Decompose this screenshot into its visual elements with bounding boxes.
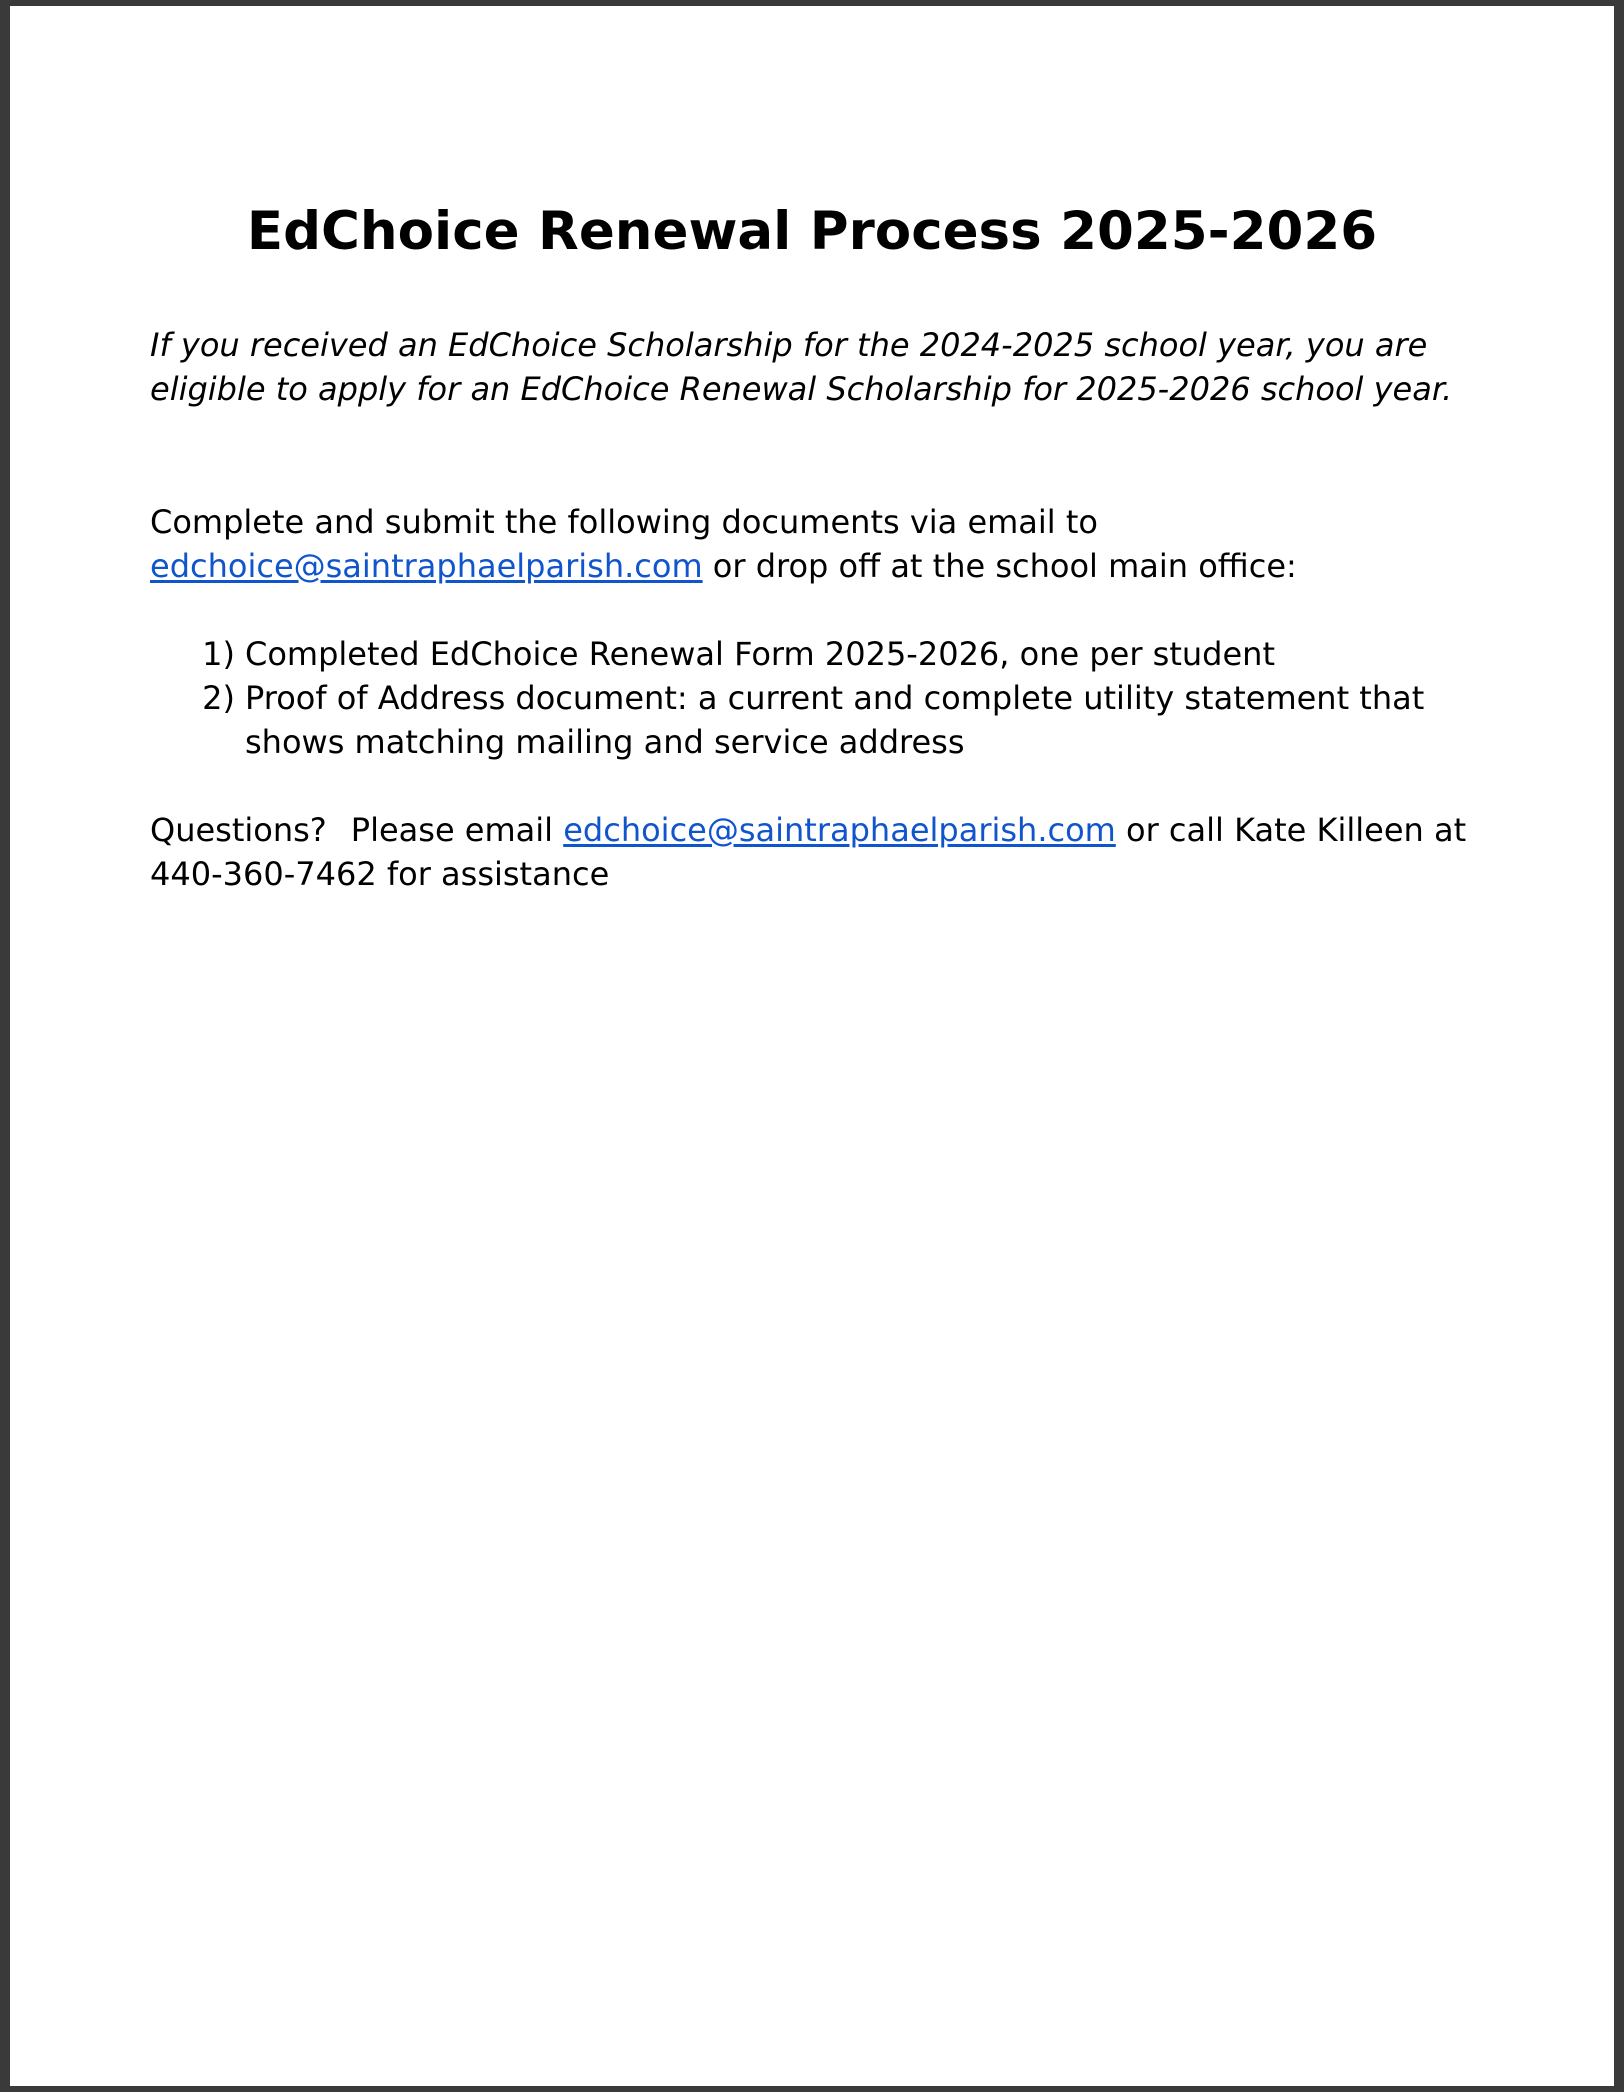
intro-line-1: If you received an EdChoice Scholarship for the 2024-2025 school year, you are — [150, 326, 1428, 364]
intro-line-2: eligible to apply for an EdChoice Renewal Scholarship for 2025-2026 school year. — [150, 370, 1453, 408]
questions-post: or call Kate Killeen at — [1115, 811, 1467, 849]
list-item-line-2: shows matching mailing and service address — [245, 723, 965, 761]
instructions-paragraph — [150, 500, 1490, 588]
page-title: EdChoice Renewal Process 2025-2026 — [246, 201, 1378, 262]
list-item-line-1: Completed EdChoice Renewal Form 2025-2026, one per student — [245, 635, 1275, 673]
email-link[interactable]: edchoice@saintraphaelparish.com — [150, 547, 703, 585]
list-item — [150, 676, 1490, 764]
instructions-line-2: or drop off at the school main office: — [702, 547, 1297, 585]
intro-paragraph — [150, 323, 1490, 411]
questions-pre: Please email — [350, 811, 564, 849]
list-item-line-1: Proof of Address document: a current and complete utility statement that — [245, 679, 1425, 717]
list-item-number: 1) — [202, 635, 235, 673]
questions-phone-line: 440-360-7462 for assistance — [150, 855, 610, 893]
list-item — [150, 632, 1490, 676]
instructions-line-1: Complete and submit the following documents via email to — [150, 503, 1098, 541]
document-page — [10, 6, 1614, 2086]
list-item-text — [245, 632, 1490, 676]
questions-email-link[interactable]: edchoice@saintraphaelparish.com — [563, 811, 1116, 849]
list-item-text — [245, 676, 1490, 764]
list-item-number: 2) — [202, 679, 235, 717]
documents-list — [150, 632, 1490, 764]
questions-label: Questions? — [150, 811, 327, 849]
questions-paragraph — [150, 808, 1490, 896]
